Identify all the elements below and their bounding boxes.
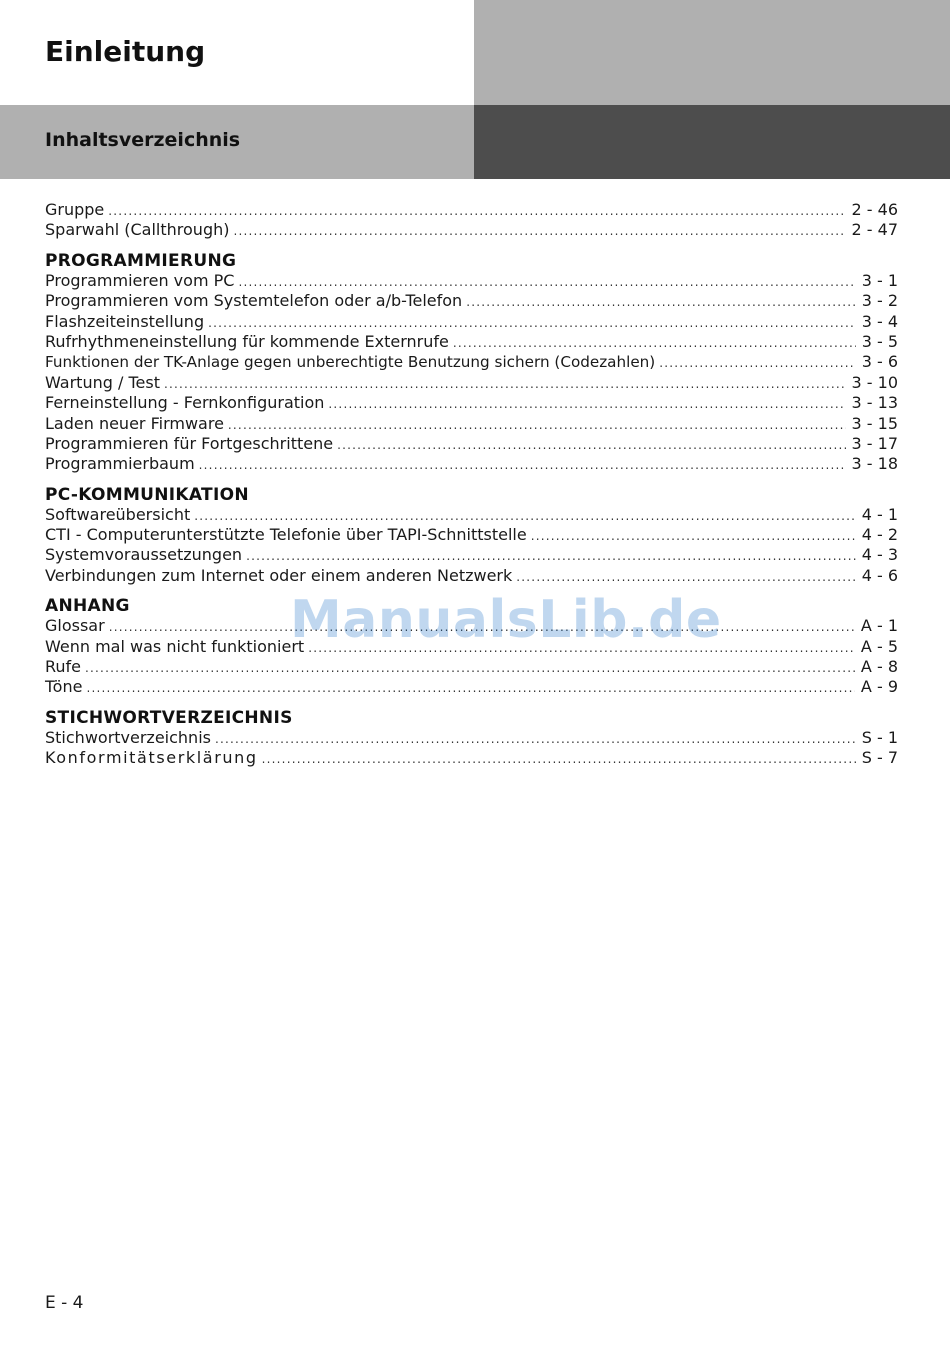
toc-section-heading: ANHANG bbox=[45, 596, 130, 617]
toc-row[interactable] bbox=[45, 677, 898, 697]
toc-page-number: A - 9 bbox=[860, 677, 898, 697]
toc-row[interactable] bbox=[45, 352, 898, 372]
subheader-band-right bbox=[474, 105, 950, 179]
toc-entry-label: Programmieren vom Systemtelefon oder a/b-Telefon bbox=[45, 291, 463, 311]
toc-entry-label: Ferneinstellung - Fernkonfiguration bbox=[45, 393, 325, 413]
toc-page-number: 4 - 2 bbox=[861, 525, 898, 545]
toc-page-number: 3 - 5 bbox=[861, 331, 898, 351]
toc-entry-label: Flashzeiteinstellung bbox=[45, 311, 205, 331]
toc-leader-dots bbox=[466, 292, 856, 312]
toc-leader-dots bbox=[199, 455, 846, 475]
footer-page-number: E - 4 bbox=[45, 1293, 84, 1313]
toc-page-number: 2 - 47 bbox=[851, 220, 898, 240]
toc-leader-dots bbox=[246, 546, 856, 566]
toc-leader-dots bbox=[164, 374, 846, 394]
toc-leader-dots bbox=[337, 435, 845, 455]
toc-leader-dots bbox=[238, 272, 855, 292]
toc-group-programmierung bbox=[45, 251, 898, 475]
toc-entry-label: Glossar bbox=[45, 616, 105, 636]
toc-entry-label: Programmieren für Fortgeschrittene bbox=[45, 433, 334, 453]
toc-entry-label: Rufrhythmeneinstellung für kommende Externrufe bbox=[45, 331, 449, 351]
toc-page-number: 3 - 2 bbox=[861, 291, 898, 311]
section-title: Inhaltsverzeichnis bbox=[45, 129, 241, 151]
toc-entry-label: Systemvoraussetzungen bbox=[45, 545, 243, 565]
toc-leader-dots bbox=[531, 526, 856, 546]
toc-leader-dots bbox=[233, 221, 845, 241]
toc-row[interactable] bbox=[45, 332, 898, 352]
toc-page-number: 4 - 1 bbox=[861, 504, 898, 524]
toc-leader-dots bbox=[516, 567, 855, 587]
toc-leader-dots bbox=[228, 415, 846, 435]
toc-row[interactable] bbox=[45, 657, 898, 677]
page-title: Einleitung bbox=[45, 35, 206, 68]
toc-leader-dots bbox=[85, 658, 855, 678]
toc-page-number: 4 - 3 bbox=[861, 545, 898, 565]
toc-page-number: 3 - 6 bbox=[861, 352, 898, 372]
toc-entry-label: Programmierbaum bbox=[45, 454, 195, 474]
watermark: ManualsLib.de bbox=[290, 590, 722, 650]
toc-entry-label: Funktionen der TK-Anlage gegen unberechtigte Benutzung sichern (Codezahlen) bbox=[45, 353, 656, 372]
toc-entry-label: Softwareübersicht bbox=[45, 504, 191, 524]
toc-group-pc-kommunikation bbox=[45, 485, 898, 587]
toc-row[interactable] bbox=[45, 312, 898, 332]
toc-leader-dots bbox=[215, 729, 856, 749]
toc-section-heading: PROGRAMMIERUNG bbox=[45, 250, 237, 271]
toc-leader-dots bbox=[262, 749, 856, 769]
toc-group-intro bbox=[45, 200, 898, 241]
toc-page-number: 3 - 1 bbox=[861, 270, 898, 290]
toc-entry-label: Töne bbox=[45, 677, 83, 697]
toc-page-number: 2 - 46 bbox=[851, 200, 898, 219]
toc-page-number: 3 - 10 bbox=[851, 372, 898, 392]
toc-section-heading: STICHWORTVERZEICHNIS bbox=[45, 707, 293, 728]
toc-entry-label: CTI - Computerunterstützte Telefonie über TAPI-Schnittstelle bbox=[45, 525, 527, 545]
toc-entry-label: Sparwahl (Callthrough) bbox=[45, 220, 230, 240]
toc-leader-dots bbox=[453, 333, 856, 353]
toc-entry-label: Rufe bbox=[45, 657, 82, 677]
header-band-right bbox=[474, 0, 950, 105]
toc-page-number: A - 8 bbox=[860, 657, 898, 677]
toc-page-number: 3 - 13 bbox=[851, 393, 898, 413]
toc-entry-label: Laden neuer Firmware bbox=[45, 413, 224, 433]
toc-page-number: A - 1 bbox=[860, 616, 898, 636]
toc-page-number: 3 - 15 bbox=[851, 413, 898, 433]
toc-leader-dots bbox=[194, 506, 855, 526]
toc-page-number: 3 - 17 bbox=[851, 433, 898, 453]
toc-row[interactable] bbox=[45, 373, 898, 393]
toc-page-number: 3 - 4 bbox=[861, 311, 898, 331]
toc-page-number: S - 7 bbox=[861, 748, 898, 768]
toc-page-number: 3 - 18 bbox=[851, 454, 898, 474]
toc-leader-dots bbox=[86, 678, 854, 698]
toc-leader-dots bbox=[208, 313, 856, 333]
toc-row[interactable] bbox=[45, 566, 898, 586]
toc-leader-dots bbox=[108, 201, 845, 221]
toc-entry-label: Wartung / Test bbox=[45, 372, 160, 392]
toc-entry-label: Stichwortverzeichnis bbox=[45, 727, 211, 747]
table-of-contents bbox=[45, 200, 898, 779]
toc-entry-label: Programmieren vom PC bbox=[45, 270, 235, 290]
toc-row[interactable] bbox=[45, 505, 898, 525]
toc-row[interactable] bbox=[45, 728, 898, 748]
toc-entry-label: Wenn mal was nicht funktioniert bbox=[45, 636, 305, 656]
toc-row[interactable] bbox=[45, 748, 898, 768]
toc-page-number: 4 - 6 bbox=[861, 565, 898, 585]
toc-row[interactable] bbox=[45, 434, 898, 454]
toc-row[interactable] bbox=[45, 414, 898, 434]
toc-row[interactable] bbox=[45, 200, 898, 220]
toc-entry-label: Konformitätserklärung bbox=[45, 748, 258, 768]
toc-row[interactable] bbox=[45, 220, 898, 240]
toc-page-number: A - 5 bbox=[860, 636, 898, 656]
toc-row[interactable] bbox=[45, 393, 898, 413]
toc-row[interactable] bbox=[45, 291, 898, 311]
toc-entry-label: Gruppe bbox=[45, 200, 105, 219]
toc-row[interactable] bbox=[45, 525, 898, 545]
toc-group-stichwortverzeichnis bbox=[45, 708, 898, 769]
toc-row[interactable] bbox=[45, 454, 898, 474]
toc-row[interactable] bbox=[45, 271, 898, 291]
toc-page-number: S - 1 bbox=[861, 727, 898, 747]
toc-leader-dots bbox=[328, 394, 845, 414]
toc-entry-label: Verbindungen zum Internet oder einem anderen Netzwerk bbox=[45, 565, 513, 585]
toc-row[interactable] bbox=[45, 545, 898, 565]
toc-leader-dots bbox=[659, 353, 855, 373]
toc-section-heading: PC-KOMMUNIKATION bbox=[45, 484, 249, 505]
